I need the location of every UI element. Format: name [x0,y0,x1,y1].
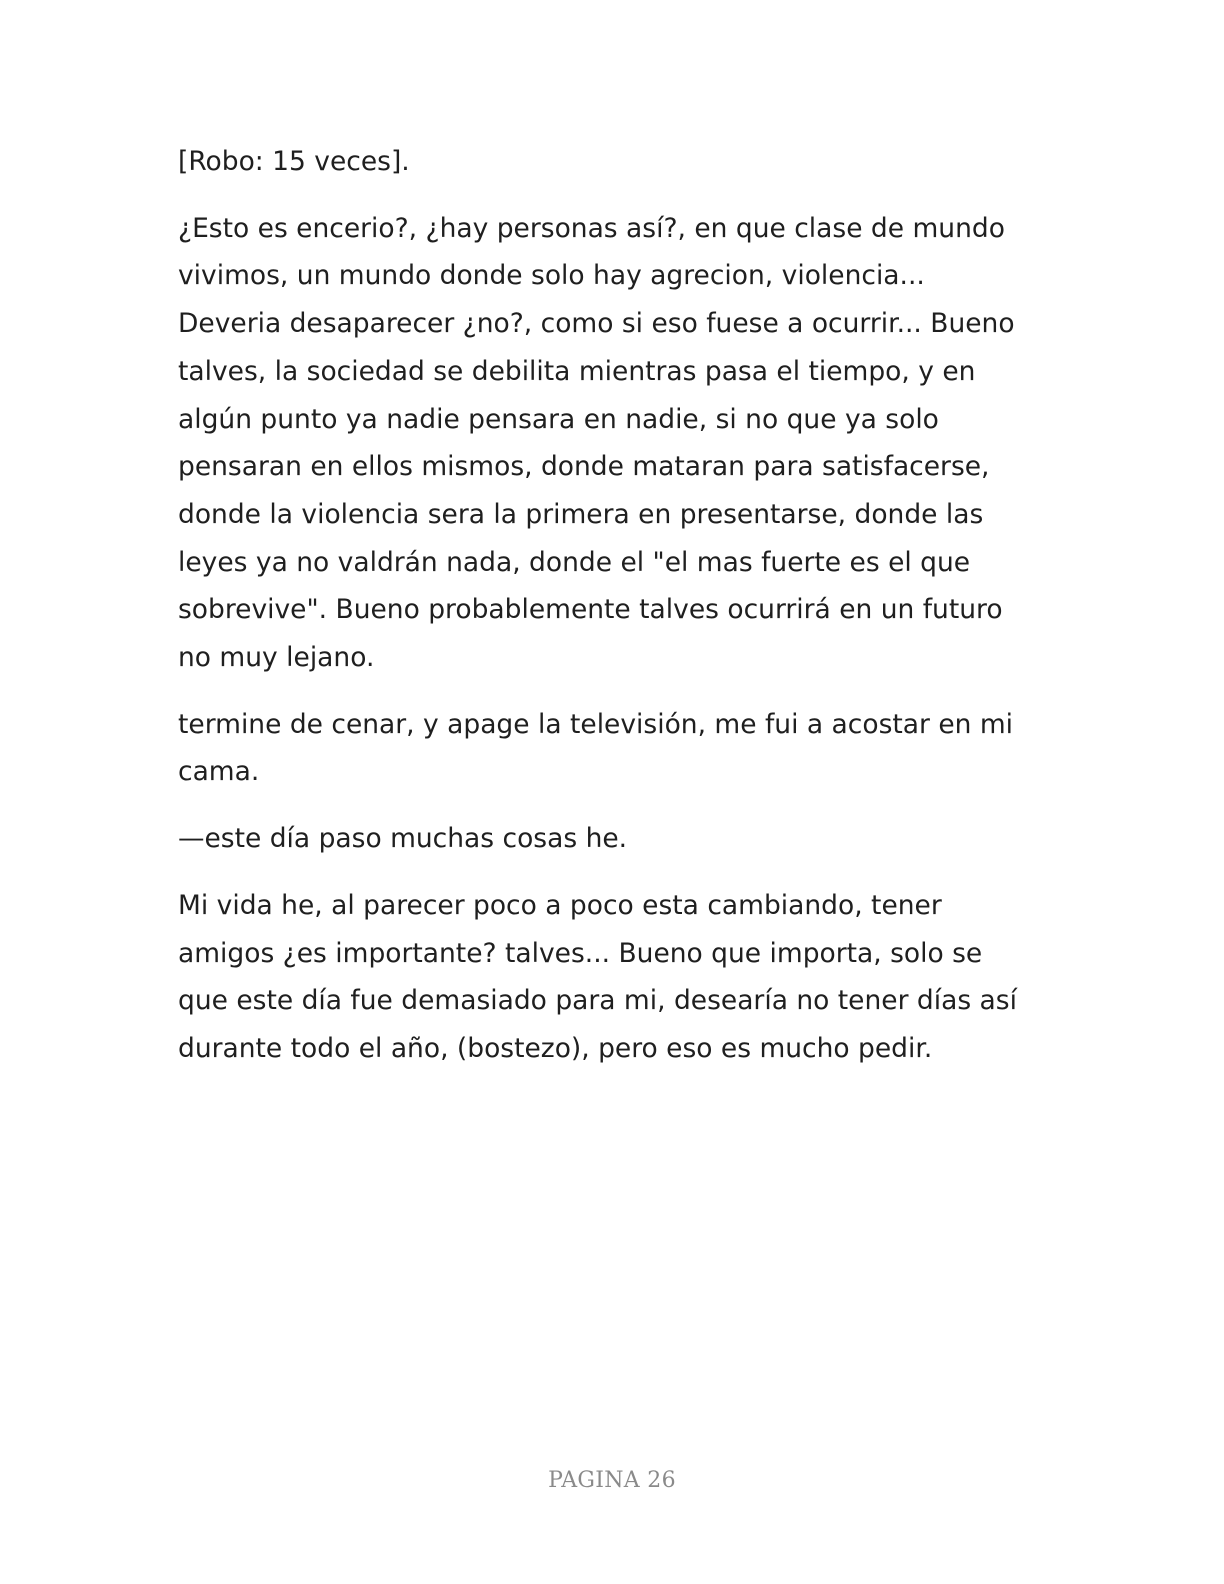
paragraph-dialogue: —este día paso muchas cosas he. [178,823,628,855]
page-number: PAGINA 26 [548,1468,676,1493]
paragraph-robo-count: [Robo: 15 veces]. [178,146,410,177]
paragraph-reflection: ¿Esto es encerio?, ¿hay personas así?, en que clase de mundo vivimos, un mundo donde solo hay agrecion, violencia... Deveria desaparecer ¿no?, como si eso fuese a ocurrir... Bueno talves, la sociedad se debilita mientras pasa el tiempo, y en algún punto ya nadie pensara en nadie, si no que ya solo pensaran en ellos mismos, donde mataran para satisfacerse, donde la violencia sera la primera en presentarse, donde las leyes ya no valdrán nada, donde el "el mas fuerte es el que sobrevive". Bueno probablemente talves ocurrirá en un futuro no muy lejano. [178,212,1015,674]
body-text [178,138,1028,1092]
paragraph-life: Mi vida he, al parecer poco a poco esta cambiando, tener amigos ¿es importante? talves... Bueno que importa, solo se que este día fue demasiado para mi, desearía no tener días así durante todo el año, (bostezo), pero eso es mucho pedir. [178,889,1017,1064]
paragraph-dinner: termine de cenar, y apage la televisión, me fui a acostar en mi cama. [178,708,1014,788]
